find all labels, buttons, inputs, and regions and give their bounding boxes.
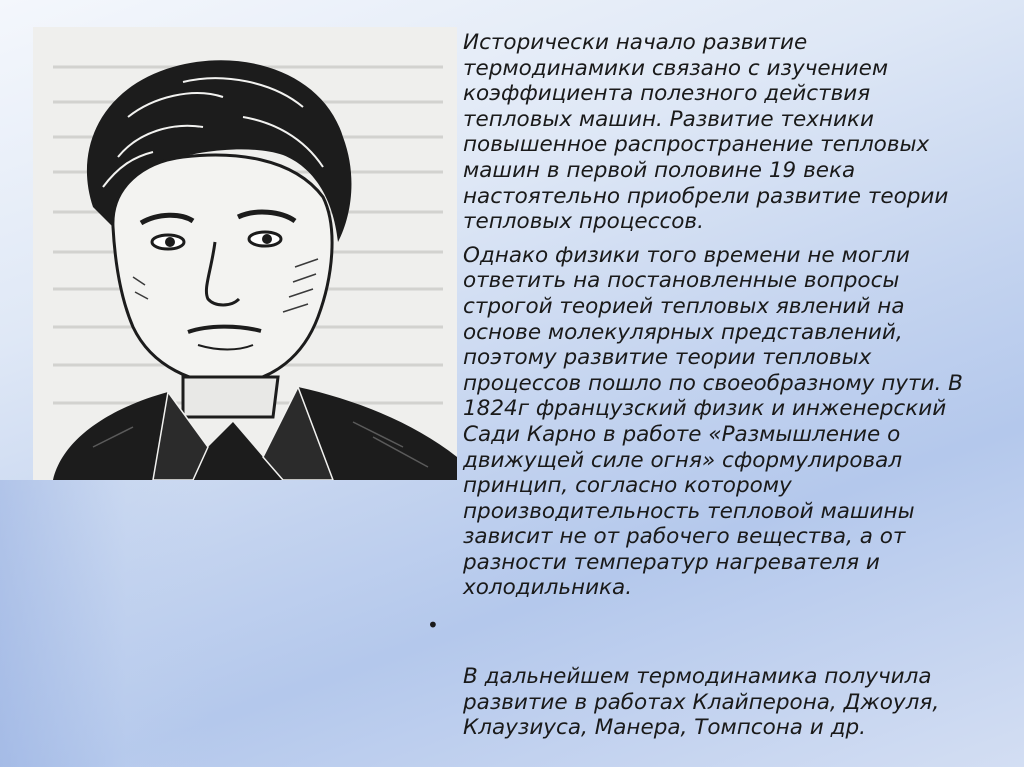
paragraph-history: Исторически начало развитие термодинамики связано с изучением коэффициента полезного действия тепловых машин. Развитие техники повышенное распространение тепловых машин в первой половине 19 века настоятельно приобрели развитие теории тепловых процессов. bbox=[463, 30, 949, 235]
bullet-icon: • bbox=[427, 613, 439, 638]
background-wash bbox=[0, 480, 210, 767]
portrait-image bbox=[33, 27, 457, 480]
portrait-engraving-icon bbox=[33, 27, 457, 480]
paragraph-carnot: Однако физики того времени не могли ответить на постановленные вопросы строгой теорией тепловых явлений на основе молекулярных представлений, поэтому развитие теории тепловых процессов пошло по своеобразному пути. В 1824г французский физик и инженерский Сади Карно в работе «Размышление о движущей силе огня» сформулировал принцип, согласно которому производительность тепловой машины зависит не от рабочего вещества, а от разности температур нагревателя и холодильника. bbox=[463, 242, 963, 601]
bullet-item bbox=[427, 613, 1019, 741]
body-text bbox=[427, 30, 1019, 741]
bullet-text: В дальнейшем термодинамика получила развитие в работах Клайперона, Джоуля, Клаузиуса, Манера, Томпсона и др. bbox=[463, 664, 940, 741]
